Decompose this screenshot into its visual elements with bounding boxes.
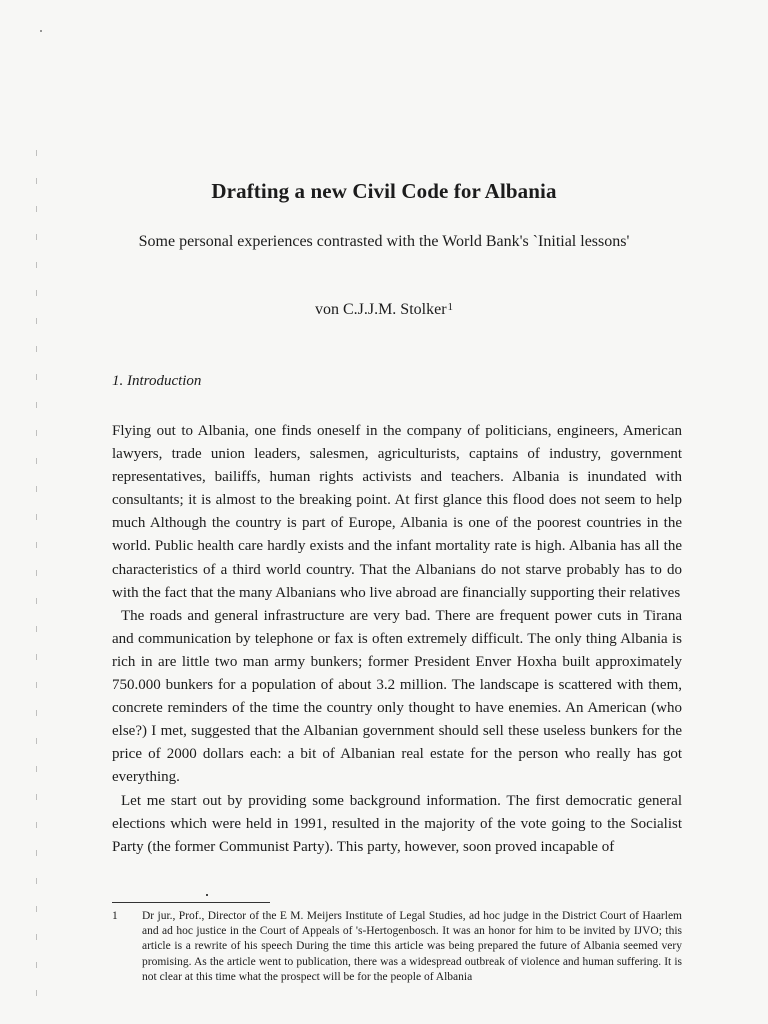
scan-speck — [40, 30, 42, 32]
footnote-text: Dr jur., Prof., Director of the E M. Meijers Institute of Legal Studies, ad hoc judge in the District Court of Haarlem and ad hoc justice in the Court of Appeals of 's-Hertogenbosch. It was an honor for him to be invited by IJVO; this article is a rewrite of his speech During the time this article was being prepared the future of Albania seemed very promising. As the article went to publication, there was a widespread outbreak of violence and human suffering. It is not clear at this time what the prospect will be for the people of Albania — [142, 910, 682, 983]
footnote-reference[interactable]: 1 — [447, 301, 454, 313]
paragraph-1: Flying out to Albania, one finds oneself in the company of politicians, engineers, American lawyers, trade union leaders, salesmen, agriculturists, captains of industry, government representatives, bailiffs, human rights activists and teachers. Albania is inundated with consultants; it is almost to the breaking point. At first glance this flood does not seem to help much Although the country is part of Europe, Albania is one of the poorest countries in the world. Public health care hardly exists and the infant mortality rate is high. Albania has all the characteristics of a third world country. That the Albanians do not starve probably has to do with the fact that the many Albanians who live abroad are financially supporting their relatives — [112, 423, 682, 601]
footnote-marker: 1 — [112, 910, 118, 922]
footnote-divider — [112, 902, 270, 903]
footnote — [112, 909, 682, 985]
scan-dot — [206, 894, 208, 896]
author-line — [0, 301, 768, 319]
body-text — [112, 420, 682, 859]
paragraph-2: The roads and general infrastructure are very bad. There are frequent power cuts in Tirana and communication by telephone or fax is often extremely difficult. The only thing Albania is rich in are little two man army bunkers; former President Enver Hoxha built approximately 750.000 bunkers for a population of about 3.2 million. The landscape is scattered with them, concrete reminders of the time the country only thought to have enemies. An American (who else?) I met, suggested that the Albanian government should sell these useless bunkers for the price of 2000 dollars each: a bit of Albanian real estate for the person who really has got everything. — [112, 607, 682, 786]
paragraph-3: Let me start out by providing some background information. The first democratic general elections which were held in 1991, resulted in the majority of the vote going to the Socialist Party (the former Communist Party). This party, however, soon proved incapable of — [112, 792, 682, 855]
document-subtitle: Some personal experiences contrasted with the World Bank's `Initial lessons' — [138, 233, 630, 250]
section-heading: 1. Introduction — [112, 373, 202, 389]
author-name: von C.J.J.M. Stolker — [314, 301, 447, 318]
document-title: Drafting a new Civil Code for Albania — [211, 179, 557, 203]
scan-edge-artifact — [36, 150, 37, 1010]
